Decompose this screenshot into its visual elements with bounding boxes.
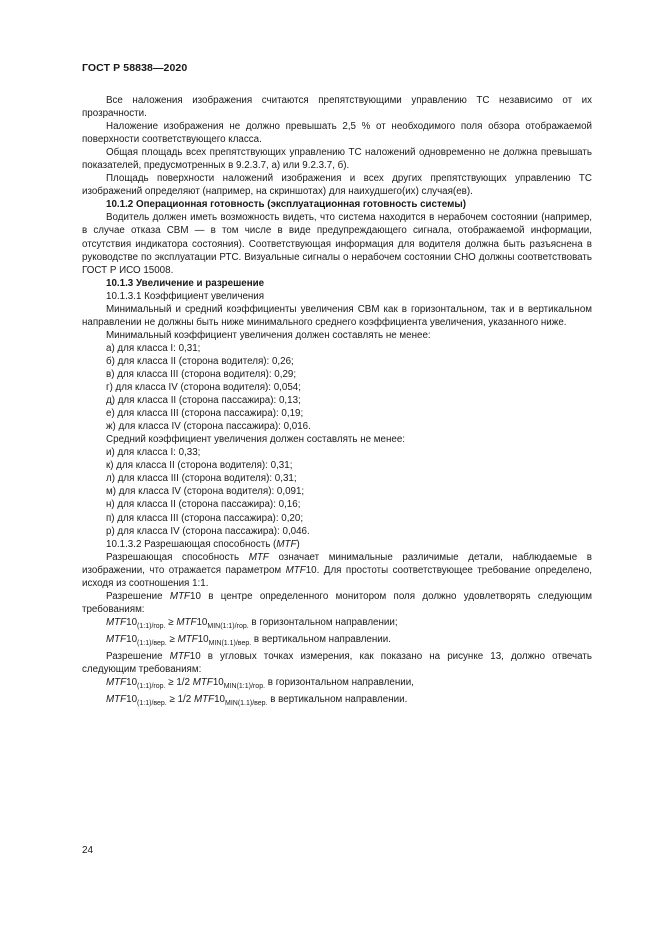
text: 10 — [126, 694, 138, 706]
document-body — [82, 94, 592, 710]
page-number: 24 — [82, 845, 94, 856]
text: 10 — [126, 677, 138, 689]
text: 1/2 — [177, 694, 194, 706]
subsection-heading-10-1-3-1: 10.1.3.1 Коэффициент увеличения — [106, 290, 265, 302]
text: 10 — [197, 633, 209, 645]
list-item: ж) для класса IV (сторона пассажира): 0,016. — [106, 421, 311, 433]
section-heading-10-1-3: 10.1.3 Увеличение и разрешение — [106, 277, 265, 289]
subscript: MIN(1.1)/вер. — [208, 639, 252, 647]
list-item: в) для класса III (сторона водителя): 0,29; — [106, 368, 297, 380]
list-item: и) для класса I: 0,33; — [106, 447, 201, 459]
text: 10. Для простоты соответствующее требование определено, исходя из соотношения 1:1. — [82, 564, 592, 589]
text: 10 — [126, 633, 138, 645]
paragraph: Минимальный и средний коэффициенты увеличения СВМ как в горизонтальном, так и в вертикальном направлении не должны быть ниже минимального среднего коэффициента увеличения, указанного ниже. — [82, 303, 592, 328]
text: ≥ — [165, 616, 177, 628]
subscript: MIN(1.1)/вер. — [224, 700, 268, 708]
paragraph: Площадь поверхности наложений изображения и всех других препятствующих управлению ТС изображений определяют (например, на скриншотах) для наихудшего(их) случая(ев). — [82, 173, 592, 198]
paragraph: Водитель должен иметь возможность видеть, что система находится в нерабочем состоянии (например, в случае отказа СВМ — в том числе в виде предупреждающего сигнала, отображаемой информации, отсутствия индикатора состояния). Соответствующая информация для водителя должна быть разъяснена в руководстве по эксплуатации РТС. Визуальные сигналы о нерабочем состоянии СНО должны соответствовать ГОСТ Р ИСО 15008. — [82, 212, 592, 276]
text: Разрешение — [106, 590, 170, 602]
text-italic: MTF — [169, 590, 191, 602]
mtf-symbol: MTF — [192, 677, 213, 689]
text: в горизонтальном направлении; — [248, 616, 398, 628]
text: 10 — [212, 677, 224, 689]
text: в горизонтальном направлении, — [265, 677, 414, 689]
list-item: д) для класса II (сторона пассажира): 0,13; — [106, 395, 301, 407]
text: ≥ — [166, 694, 178, 706]
subscript: MIN(1:1)/гор. — [207, 622, 249, 630]
list-item: м) для класса IV (сторона водителя): 0,091; — [106, 486, 305, 498]
text: Разрешающая способность — [106, 551, 249, 563]
text: ≥ — [165, 677, 177, 689]
text: 10 — [126, 616, 138, 628]
subscript: (1:1)/гор. — [137, 622, 166, 630]
text: 10 в угловых точках измерения, как показано на рисунке 13, должно отвечать следующим требованиям: — [82, 650, 592, 676]
text: 10 в центре определенного монитором поля должно удовлетворять следующим требованиям: — [82, 590, 592, 615]
formula-corner-vertical — [82, 693, 592, 710]
text: 1/2 — [176, 677, 193, 689]
paragraph: Все наложения изображения считаются препятствующими управлению ТС независимо от их прозрачности. — [82, 95, 592, 120]
min-coefficient-intro: Минимальный коэффициент увеличения должен составлять не менее: — [106, 329, 431, 341]
subsection-heading-10-1-3-2 — [82, 538, 592, 551]
list-item: а) для класса I: 0,31; — [106, 342, 201, 354]
text-italic: MTF — [248, 551, 269, 563]
list-item: е) для класса III (сторона пассажира): 0,19; — [106, 408, 304, 420]
heading-text-italic: MTF — [276, 538, 297, 550]
heading-text: ) — [296, 538, 300, 550]
text: Разрешение — [106, 650, 170, 662]
text: означает минимальные различимые детали, наблюдаемые в изображении, что отражается параметром — [82, 551, 592, 576]
mtf-symbol: MTF — [106, 633, 127, 645]
document-header: ГОСТ Р 58838—2020 — [82, 62, 188, 74]
paragraph — [82, 590, 592, 616]
list-item: н) для класса II (сторона пассажира): 0,16; — [106, 499, 301, 511]
paragraph: Наложение изображения не должно превышать 2,5 % от необходимого поля обзора отображаемой поверхности соответствующего класса. — [82, 121, 592, 146]
subscript: MIN(1:1)/гор. — [223, 683, 266, 691]
mtf-symbol: MTF — [193, 694, 215, 706]
text-italic: MTF — [285, 564, 306, 576]
text: в вертикальном направлении. — [267, 694, 408, 706]
mtf-symbol: MTF — [177, 633, 198, 645]
text: ≥ — [166, 633, 178, 645]
paragraph: Общая площадь всех препятствующих управлению ТС наложений одновременно не должна превышать показателей, предусмотренных в 9.2.3.7, а) или 9.2.3.7, б). — [82, 147, 592, 172]
heading-text: 10.1.3.2 Разрешающая способность ( — [106, 538, 277, 550]
list-item: л) для класса III (сторона водителя): 0,31; — [106, 473, 297, 485]
subscript: (1:1)/гор. — [137, 683, 166, 691]
text-italic: MTF — [169, 650, 190, 662]
subscript: (1:1)/вер. — [137, 700, 167, 708]
avg-coefficient-intro: Средний коэффициент увеличения должен составлять не менее: — [106, 434, 405, 446]
text: 10 — [196, 616, 208, 628]
text: в вертикальном направлении. — [251, 633, 391, 645]
paragraph — [82, 551, 592, 590]
formula-center-horizontal — [82, 616, 592, 633]
list-item: п) для класса III (сторона пассажира): 0,20; — [106, 512, 304, 524]
mtf-symbol: MTF — [106, 616, 127, 628]
section-heading-10-1-2: 10.1.2 Операционная готовность (эксплуатационная готовность системы) — [106, 199, 466, 211]
mtf-symbol: MTF — [106, 677, 127, 689]
subscript: (1:1)/вер. — [137, 639, 167, 647]
list-item: р) для класса IV (сторона пассажира): 0,046. — [106, 525, 310, 537]
list-item: к) для класса II (сторона водителя): 0,31; — [106, 460, 293, 472]
list-item: б) для класса II (сторона водителя): 0,26; — [106, 355, 294, 367]
mtf-symbol: MTF — [176, 616, 197, 628]
text: 10 — [214, 694, 225, 706]
list-item: г) для класса IV (сторона водителя): 0,054; — [106, 382, 301, 394]
formula-center-vertical — [82, 633, 592, 650]
mtf-symbol: MTF — [106, 694, 127, 706]
formula-corner-horizontal — [82, 676, 592, 693]
paragraph — [82, 650, 592, 676]
